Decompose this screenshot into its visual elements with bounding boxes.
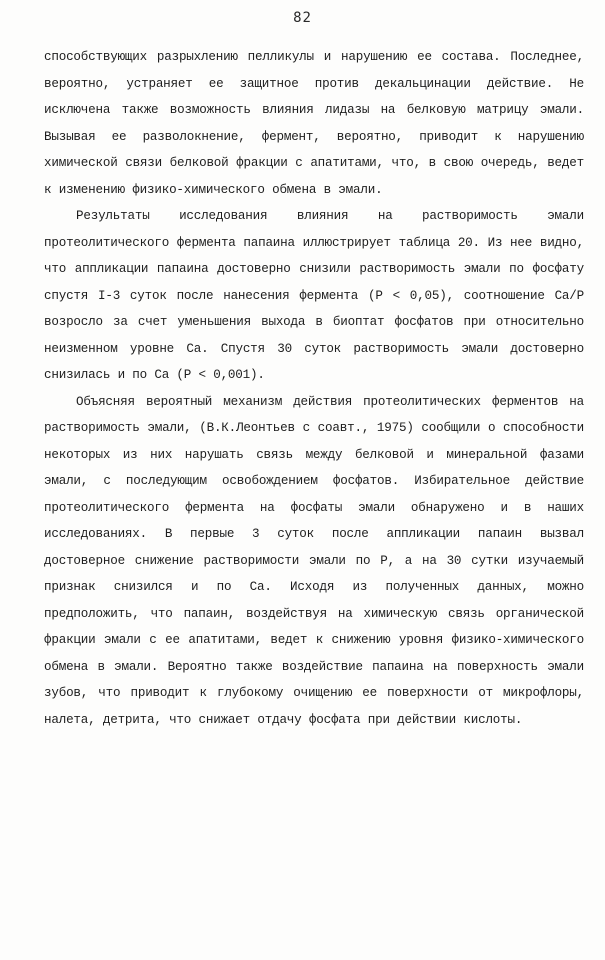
paragraph-3: Объясняя вероятный механизм действия протеолитических ферментов на растворимость эмали, (В.К.Леонтьев с соавт., 1975) сообщили о способности некоторых из них нарушать связь между белковой и минеральной фазами эмали, с последующим освобождением фосфатов. Избирательное действие протеолитического фермента на фосфаты эмали обнаружено и в наших исследованиях. В первые 3 суток после аппликации папаин вызвал достоверное снижение растворимости эмали по P, а на 30 сутки изучаемый признак снизился и по Ca. Исходя из полученных данных, можно предположить, что папаин, воздействуя на химическую связь органической фракции эмали с ее апатитами, ведет к снижению уровня физико-химического обмена в эмали. Вероятно также воздействие папаина на поверхность эмали зубов, что приводит к глубокому очищению ее поверхности от микрофлоры, налета, детрита, что снижает отдачу фосфата при действии кислоты. — [44, 394, 584, 727]
paragraph-1: способствующих разрыхлению пелликулы и нарушению ее состава. Последнее, вероятно, устраняет ее защитное против декальцинации действие. Не исключена также возможность влияния лидазы на белковую матрицу эмали. Вызывая ее разволокнение, фермент, вероятно, приводит к нарушению химической связи белковой фракции с апатитами, что, в свою очередь, ведет к изменению физико-химического обмена в эмали. — [44, 50, 584, 197]
body-text — [44, 44, 584, 733]
paragraph-2: Результаты исследования влияния на растворимость эмали протеолитического фермента папаина иллюстрирует таблица 20. Из нее видно, что аппликации папаина достоверно снизили растворимость эмали по фосфату спустя I-3 суток после нанесения фермента (P < 0,05), соотношение Ca/P возросло за счет уменьшения выхода в биоптат фосфатов при относительно неизменном уровне Ca. Спустя 30 суток растворимость эмали достоверно снизилась и по Ca (P < 0,001). — [44, 209, 584, 382]
page-number: 82 — [293, 10, 312, 26]
